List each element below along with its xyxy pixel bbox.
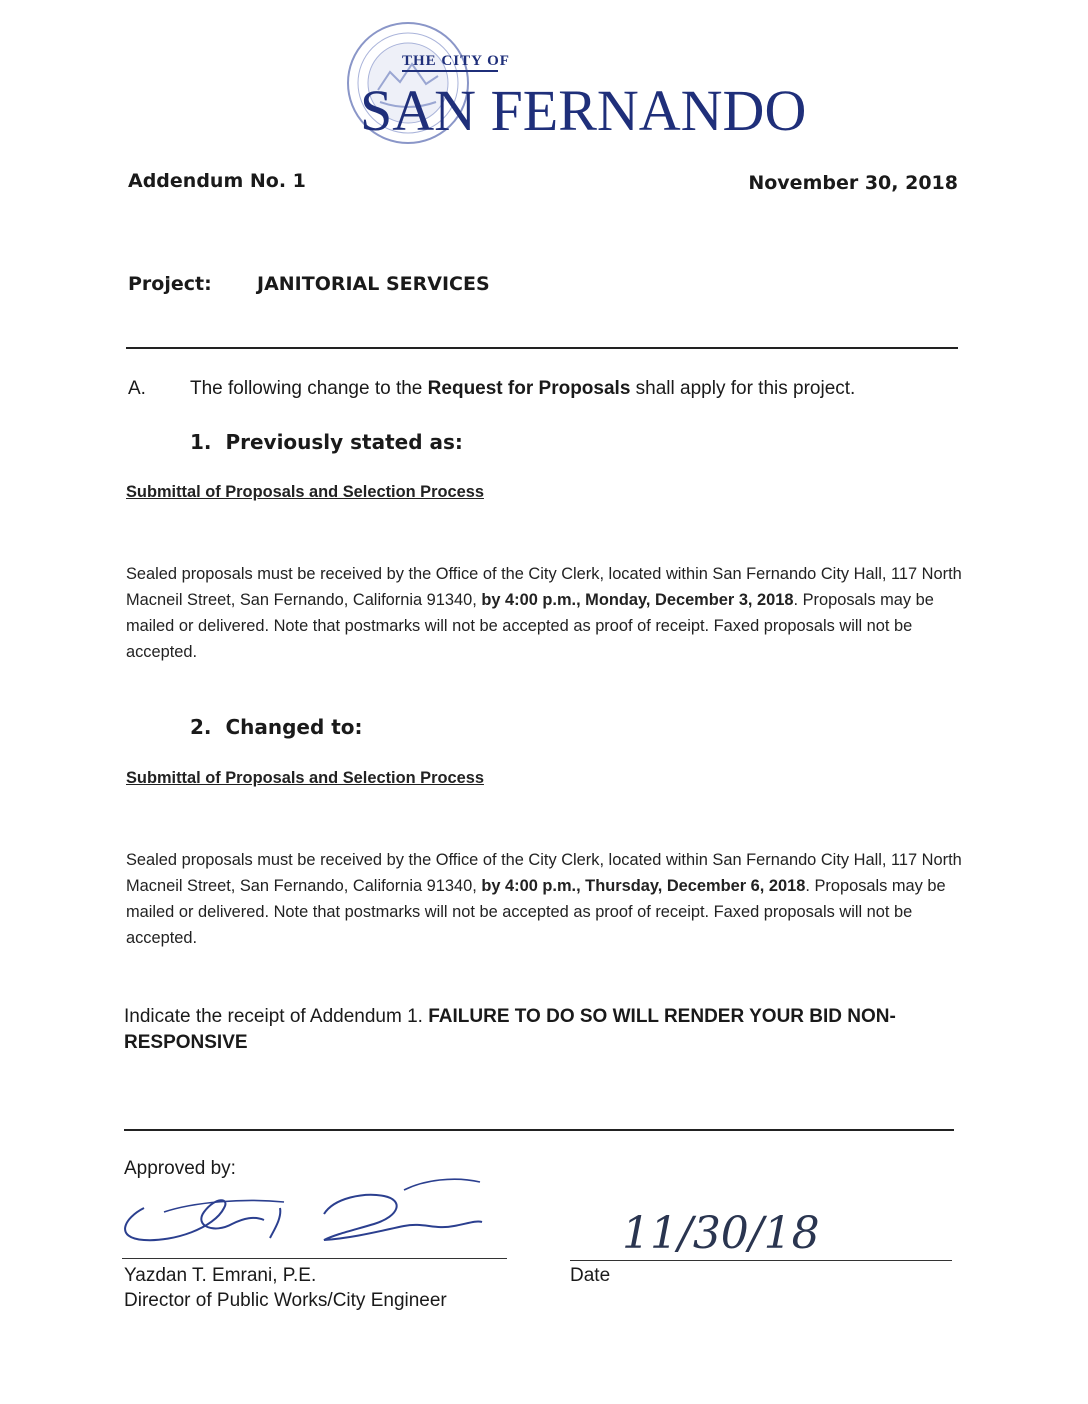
- section2-p1: Sealed proposals must be received by the Office of the City Clerk, located within San Fernando City Hall, 117 North Macneil Street, San Fernando, California 91340,: [126, 851, 962, 895]
- section2-paragraph: [126, 847, 962, 951]
- item-a-text-after: shall apply for this project.: [630, 378, 856, 399]
- date-label: Date: [570, 1265, 611, 1286]
- project-name: JANITORIAL SERVICES: [257, 273, 490, 295]
- section2-heading: 2. Changed to:: [190, 715, 363, 739]
- date-line: [570, 1260, 952, 1261]
- approver-title: Director of Public Works/City Engineer: [124, 1290, 447, 1311]
- receipt-notice-text: Indicate the receipt of Addendum 1.: [124, 1006, 429, 1027]
- handwritten-date: [612, 1190, 872, 1270]
- city-logo: [330, 20, 807, 146]
- section1-deadline: by 4:00 p.m., Monday, December 3, 2018: [481, 591, 794, 609]
- approver-name: Yazdan T. Emrani, P.E.: [124, 1265, 317, 1286]
- receipt-notice-warning: FAILURE TO DO SO WILL RENDER YOUR BID NON-RESPONSIVE: [124, 1006, 896, 1053]
- section1-p1: Sealed proposals must be received by the Office of the City Clerk, located within San Fernando City Hall, 117 North Macneil Street, San Fernando, California 91340,: [126, 565, 962, 609]
- addendum-number: Addendum No. 1: [128, 170, 306, 192]
- receipt-notice: [124, 1004, 974, 1056]
- signature: [104, 1168, 504, 1258]
- handwritten-date-text: 11/30/18: [622, 1208, 820, 1259]
- section2-subheading: Submittal of Proposals and Selection Process: [126, 769, 484, 787]
- item-a-text-bold: Request for Proposals: [427, 378, 631, 399]
- section2-deadline: by 4:00 p.m., Thursday, December 6, 2018: [481, 877, 806, 895]
- addendum-date: November 30, 2018: [748, 172, 958, 194]
- signature-line: [122, 1258, 507, 1259]
- divider-bottom: [124, 1129, 954, 1131]
- logo-wordmark: SAN FERNANDO: [360, 78, 807, 143]
- section1-paragraph: [126, 561, 962, 665]
- item-a-marker: A.: [128, 378, 146, 399]
- logo-city-of: THE CITY OF: [402, 53, 510, 69]
- approved-by-label: Approved by:: [124, 1158, 236, 1179]
- section1-subheading: Submittal of Proposals and Selection Process: [126, 483, 484, 501]
- project-label: Project:: [128, 273, 212, 295]
- divider-top: [126, 347, 958, 349]
- item-a-text-before: The following change to the: [190, 378, 428, 399]
- section1-p2: . Proposals may be mailed or delivered. Note that postmarks will not be accepted as proof of receipt. Faxed proposals will not be accepted.: [126, 591, 934, 661]
- section1-heading: 1. Previously stated as:: [190, 430, 463, 454]
- item-a-text: [190, 378, 970, 400]
- section2-p2: . Proposals may be mailed or delivered. Note that postmarks will not be accepted as proof of receipt. Faxed proposals will not be accepted.: [126, 877, 946, 947]
